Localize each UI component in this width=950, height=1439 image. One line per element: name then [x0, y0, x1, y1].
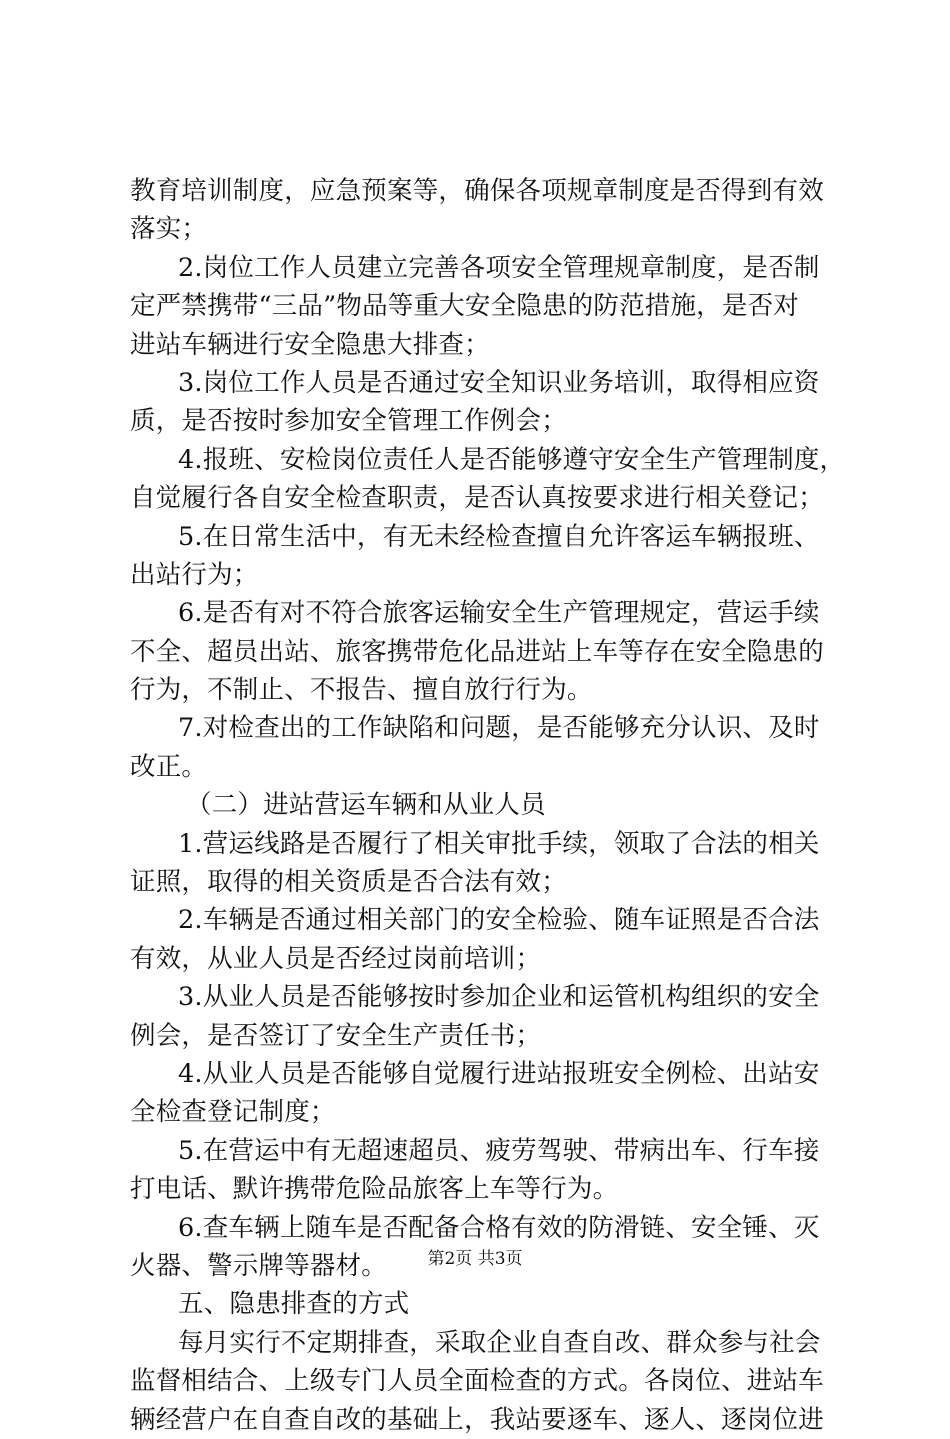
text-line: 出站行为； [130, 559, 259, 590]
text-line: 例会，是否签订了安全生产责任书； [130, 1020, 542, 1051]
text-line: 监督相结合、上级专门人员全面检查的方式。各岗位、进站车 [130, 1366, 824, 1397]
text-line: 4.报班、安检岗位责任人是否能够遵守安全生产管理制度， [178, 444, 846, 475]
text-line: 火器、警示牌等器材。 [130, 1250, 388, 1281]
text-line: 落实； [130, 214, 208, 245]
text-line: 证照，取得的相关资质是否合法有效； [130, 867, 567, 898]
text-line: 自觉履行各自安全检查职责，是否认真按要求进行相关登记； [130, 483, 824, 514]
text-line: 7.对检查出的工作缺陷和问题，是否能够充分认识、及时 [178, 713, 820, 744]
text-line: 5.在营运中有无超速超员、疲劳驾驶、带病出车、行车接 [178, 1135, 820, 1166]
text-line: 1.营运线路是否履行了相关审批手续，领取了合法的相关 [178, 828, 820, 859]
text-line: 每月实行不定期排查，采取企业自查自改、群众参与社会 [178, 1327, 821, 1358]
text-line: 6.查车辆上随车是否配备合格有效的防滑链、安全锤、灭 [178, 1212, 820, 1243]
text-line: 定严禁携带“三品”物品等重大安全隐患的防范措施，是否对 [130, 291, 799, 322]
text-line: 不全、超员出站、旅客携带危化品进站上车等存在安全隐患的 [130, 636, 824, 667]
text-line: 质，是否按时参加安全管理工作例会； [130, 406, 567, 437]
text-line: （二）进站营运车辆和从业人员 [186, 790, 546, 821]
text-line: 有效，从业人员是否经过岗前培训； [130, 943, 542, 974]
text-line: 6.是否有对不符合旅客运输安全生产管理规定，营运手续 [178, 598, 820, 629]
text-line: 2.岗位工作人员建立完善各项安全管理规章制度，是否制 [178, 252, 820, 283]
page-number: 第2页 共3页 [427, 1249, 523, 1269]
text-line: 改正。 [130, 751, 208, 782]
text-line: 教育培训制度，应急预案等，确保各项规章制度是否得到有效 [130, 176, 824, 206]
text-line: 3.从业人员是否能够按时参加企业和运管机构组织的安全 [178, 982, 820, 1013]
text-line: 全检查登记制度； [130, 1097, 336, 1128]
text-line: 行为，不制止、不报告、擅自放行行为。 [130, 675, 593, 706]
page-footer [0, 1244, 950, 1269]
text-line: 辆经营户在自查自改的基础上，我站要逐车、逐人、逐岗位进 [130, 1404, 824, 1435]
text-line: 5.在日常生活中，有无未经检查擅自允许客运车辆报班、 [178, 521, 820, 552]
text-line: 2.车辆是否通过相关部门的安全检验、随车证照是否合法 [178, 905, 820, 936]
text-line: 打电话、默许携带危险品旅客上车等行为。 [130, 1174, 619, 1205]
text-line: 五、隐患排查的方式 [178, 1289, 410, 1320]
text-line: 进站车辆进行安全隐患大排查； [130, 329, 490, 360]
text-line: 3.岗位工作人员是否通过安全知识业务培训，取得相应资 [178, 367, 820, 398]
text-line: 4.从业人员是否能够自觉履行进站报班安全例检、出站安 [178, 1058, 820, 1089]
